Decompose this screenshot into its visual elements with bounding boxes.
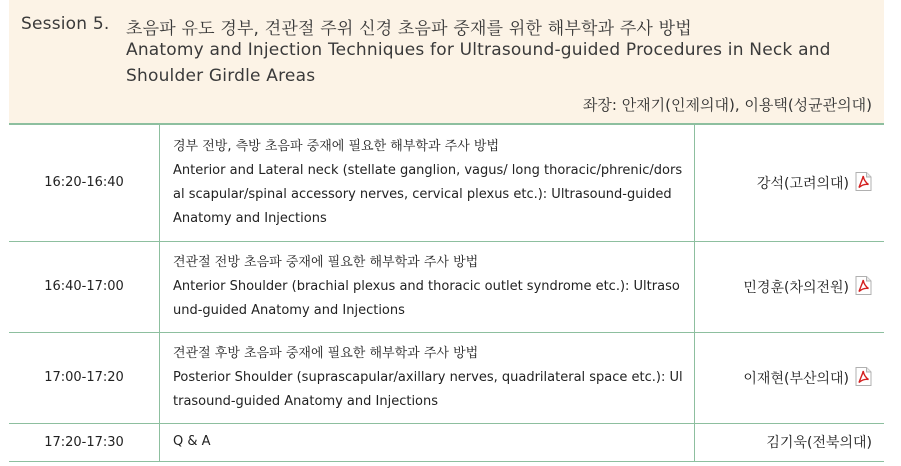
table-row	[9, 423, 884, 461]
speaker-cell	[695, 241, 885, 332]
time-cell: 16:40-17:00	[9, 241, 160, 332]
schedule-table	[9, 125, 884, 462]
speaker-name: 이재현(부산의대)	[743, 371, 849, 387]
topic-cell	[160, 332, 695, 423]
time-cell: 16:20-16:40	[9, 125, 160, 241]
topic-title-qa: Q & A	[173, 434, 211, 449]
session-label: Session 5.	[21, 14, 110, 34]
topic-cell	[160, 125, 695, 241]
speaker-cell	[695, 332, 885, 423]
topic-title-english: Posterior Shoulder (suprascapular/axillary nerves, quadrilateral space etc.): Ultrasound-guided Anatomy and Injections	[173, 369, 683, 409]
table-row	[9, 241, 884, 332]
session-title-english-line2: Shoulder Girdle Areas	[126, 66, 316, 86]
pdf-icon[interactable]	[855, 172, 872, 191]
session-header	[9, 0, 884, 125]
topic-title-korean: 견관절 전방 초음파 중재에 필요한 해부학과 주사 방법	[173, 254, 479, 270]
pdf-icon[interactable]	[855, 276, 872, 295]
speaker-name: 강석(고려의대)	[756, 176, 849, 193]
time-cell: 17:00-17:20	[9, 332, 160, 423]
topic-title-korean: 경부 전방, 측방 초음파 중재에 필요한 해부학과 주사 방법	[173, 138, 500, 154]
time-cell: 17:20-17:30	[9, 423, 160, 461]
topic-cell	[160, 241, 695, 332]
topic-title-english: Anterior and Lateral neck (stellate ganglion, vagus/ long thoracic/phrenic/dorsal scapular/spinal accessory nerves, cervical plexus etc.): Ultrasound-guided Anatomy and Injections	[173, 162, 683, 226]
session-chairs: 좌장: 안재기(인제의대), 이용택(성균관의대)	[582, 96, 872, 114]
pdf-icon[interactable]	[855, 367, 872, 386]
speaker-cell	[695, 423, 885, 461]
topic-title-korean: 견관절 후방 초음파 중재에 필요한 해부학과 주사 방법	[173, 345, 479, 361]
session-title-korean: 초음파 유도 경부, 견관절 주위 신경 초음파 중재를 위한 해부학과 주사 방법	[126, 19, 692, 39]
topic-cell	[160, 423, 695, 461]
session-title-english-line1: Anatomy and Injection Techniques for Ultrasound-guided Procedures in Neck and	[126, 40, 831, 60]
speaker-cell	[695, 125, 885, 241]
speaker-name: 민경훈(차의전원)	[743, 280, 849, 296]
speaker-name: 김기욱(전북의대)	[766, 435, 872, 451]
table-row	[9, 332, 884, 423]
topic-title-english: Anterior Shoulder (brachial plexus and thoracic outlet syndrome etc.): Ultrasound-guided Anatomy and Injections	[173, 278, 680, 318]
table-row	[9, 125, 884, 241]
program-frame	[9, 0, 884, 466]
